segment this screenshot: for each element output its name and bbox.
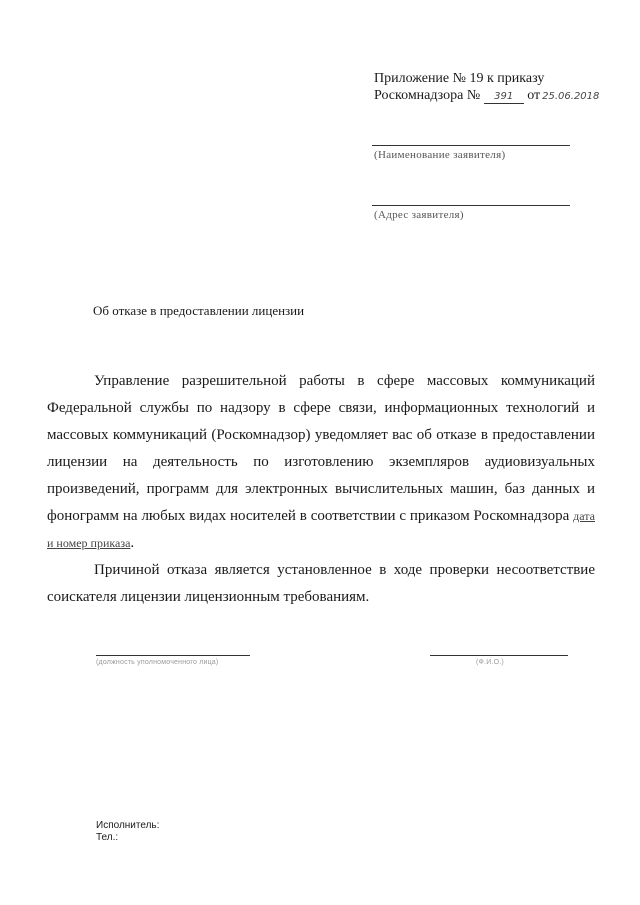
executor-label: Исполнитель: [96,820,160,831]
order-date-handwritten: 25.06.2018 [542,91,600,102]
date-prefix: от [527,88,541,103]
position-caption: (должность уполномоченного лица) [96,659,219,666]
name-signature-line [430,655,568,656]
applicant-name-caption: (Наименование заявителя) [374,149,506,161]
applicant-name-line [372,145,570,146]
order-reference-line [374,87,628,104]
applicant-address-line [372,205,570,206]
name-caption: (Ф.И.О.) [476,659,504,666]
letter-body [47,368,595,611]
executor-block [96,820,159,844]
order-number-handwritten: 391 [484,91,524,104]
body-paragraph-1 [47,368,595,557]
position-signature-line [96,655,250,656]
order-prefix: Роскомнадзора № [374,88,481,103]
paragraph-1-end: . [130,535,135,551]
phone-label: Тел.: [96,832,119,843]
order-ref-placeholder: дата и номер приказа [47,509,595,550]
body-paragraph-2: Причиной отказа является установленное в ходе проверки несоответствие соискателя лицензии лицензионным требованиям. [47,562,595,605]
appendix-title: Приложение № 19 к приказу [374,71,545,86]
letter-subject: Об отказе в предоставлении лицензии [93,303,305,318]
appendix-header [374,70,628,104]
applicant-address-caption: (Адрес заявителя) [374,209,464,221]
paragraph-1-text: Управление разрешительной работы в сфере массовых коммуникаций Федеральной службы по надзору в сфере связи, информационных технологий и массовых коммуникаций (Роскомнадзор) уведомляет вас об отказе в предоставлении лицензии на деятельность по изготовлению экземпляров аудиовизуальных произведений, программ для электронных вычислительных машин, баз данных и фонограмм на любых видах носителей в соответствии с приказом Роскомнадзора [47,373,595,524]
